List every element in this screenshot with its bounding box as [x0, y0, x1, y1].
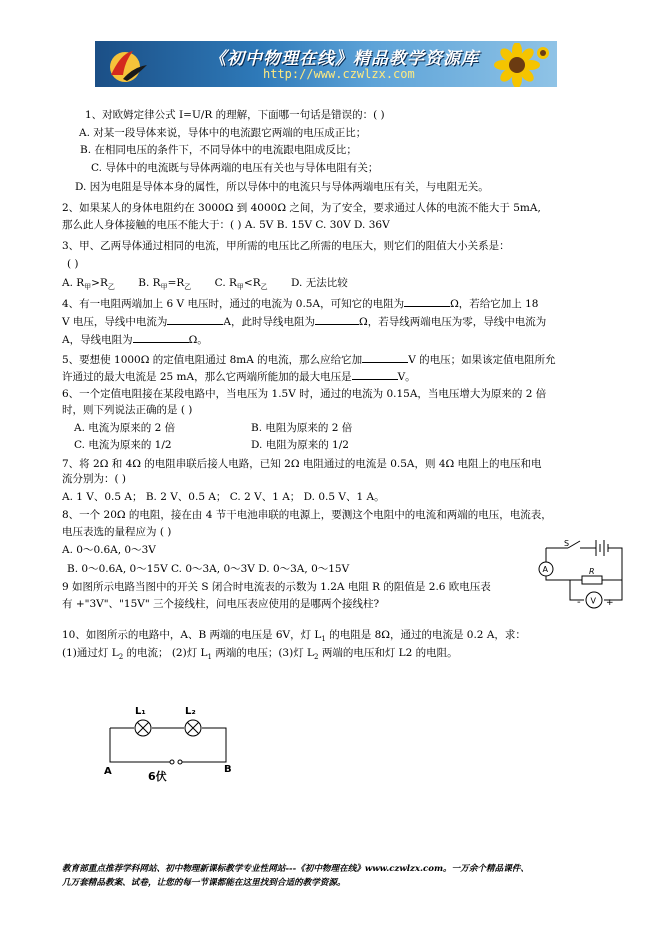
q6-line1: 6、一个定值电阻接在某段电路中，当电压为 1.5V 时，通过的电流为 0.15A，当电压增大为原来的 2 倍: [62, 388, 547, 400]
q4-blank-4[interactable]: [133, 332, 189, 343]
q4-blank-2[interactable]: [167, 314, 223, 325]
q4-blank-3[interactable]: [315, 314, 359, 325]
q6-option-c: C. 电流为原来的 1/2: [74, 439, 172, 451]
q8-line1: 8、一个 20Ω 的电阻，接在由 4 节干电池串联的电源上，要测这个电阻中的电流和两端的电压，电流表，: [62, 509, 552, 521]
q3-paren: ( ): [67, 258, 79, 270]
banner-title: 《初中物理在线》精品教学资源库: [209, 49, 479, 69]
q10-lamp1-label: L₁: [135, 706, 146, 717]
sunflower-icon: [481, 43, 551, 87]
q9-line1: 9 如图所示电路当图中的开关 S 闭合时电流表的示数为 1.2A 电阻 R 的阻值是 2.6 欧电压表: [62, 581, 491, 593]
q9-plus-label: +: [606, 598, 614, 608]
q7-line1: 7、将 2Ω 和 4Ω 的电阻串联后接人电路，已知 2Ω 电阻通过的电流是 0.5A，则 4Ω 电阻上的电压和电: [62, 458, 542, 470]
q3-options: [62, 276, 348, 290]
header-banner: [95, 41, 557, 87]
q9-circuit-figure: [530, 536, 630, 612]
q3-option-c: C. $R_甲<R_乙$: [214, 277, 268, 292]
q5-line1: 5、要想使 1000Ω 的定值电阻通过 8mA 的电流，那么应给它加 V 的电压；如果该定值电阻所允: [62, 354, 556, 366]
q10-circuit-figure: [100, 700, 250, 786]
terminal-a-icon: [170, 760, 174, 764]
q7-options: A. 1 V、0.5 A； B. 2 V、0.5 A； C. 2 V、1 A； D. 0.5 V、1 A。: [62, 491, 385, 503]
q2-line1: 2、如果某人的身体电阻约在 3000Ω 到 4000Ω 之间，为了安全，要求通过人体的电流不能大于 5mA,: [62, 202, 541, 214]
q3-option-d: D. 无法比较: [291, 277, 348, 289]
q2-line2: 那么此人身体接触的电压不能大于：( ) A. 5V B. 15V C. 30V D. 36V: [62, 219, 390, 231]
footer-line1: 教育部重点推荐学科网站、初中物理新课标教学专业性网站---《初中物理在线》www.czwlzx.com。一万余个精品课件、: [62, 864, 529, 874]
q3-option-a: A. $R_甲>R_乙$: [62, 277, 115, 292]
q1-option-c: C. 导体中的电流既与导体两端的电压有关也与导体电阻有关；: [91, 162, 379, 174]
q9-voltmeter-label: V: [590, 596, 596, 606]
q10-point-b-label: B: [224, 764, 232, 775]
q10-point-a-label: A: [104, 766, 112, 777]
q1-stem: 1、对欧姆定律公式 I=U/R 的理解，下面哪一句话是错误的：( ): [85, 109, 385, 121]
resistor-icon: [582, 576, 602, 584]
q4-line3: A，导线电阻为 Ω。: [62, 334, 208, 346]
switch-icon: [568, 541, 580, 548]
q9-line2: 有 +"3V"、"15V" 三个接线柱，问电压表应使用的是哪两个接线柱?: [62, 598, 380, 610]
battery-icon: [596, 540, 608, 556]
q9-minus-label: -: [577, 597, 581, 608]
site-logo-icon: [103, 45, 151, 85]
q4-blank-1[interactable]: [404, 296, 450, 307]
q6-option-a: A. 电流为原来的 2 倍: [74, 422, 176, 434]
q9-ammeter-label: A: [542, 565, 548, 574]
q6-line2: 时，则下列说法正确的是 ( ): [62, 404, 193, 416]
q4-line1: 4、有一电阻两端加上 6 V 电压时，通过的电流为 0.5A，可知它的电阻为 Ω，若给它加上 18: [62, 298, 539, 310]
q1-option-a: A. 对某一段导体来说，导体中的电流跟它两端的电压成正比；: [79, 127, 367, 139]
q10-lamp2-label: L₂: [185, 706, 196, 717]
q9-switch-label: S: [564, 539, 570, 548]
q9-resistor-label: R: [589, 567, 595, 576]
terminal-b-icon: [178, 760, 182, 764]
q6-option-d: D. 电阻为原来的 1/2: [251, 439, 349, 451]
q1-option-b: B. 在相同电压的条件下，不同导体中的电流跟电阻成反比；: [80, 144, 357, 156]
q5-blank-2[interactable]: [352, 369, 398, 380]
q5-line2: 许通过的最大电流是 25 mA，那么它两端所能加的最大电压是 V。: [62, 371, 416, 383]
q10-voltage-label: 6伏: [148, 770, 167, 783]
footer-line2: 几万套精品教案、试卷，让您的每一节课都能在这里找到合适的教学资源。: [62, 878, 346, 888]
q8-option-a: A. 0～0.6A, 0～3V: [62, 544, 156, 556]
q3-option-b: B. $R_甲=R_乙$: [138, 277, 192, 292]
q1-option-d: D. 因为电阻是导体本身的属性，所以导体中的电流只与导体两端电压有关，与电阻无关。: [75, 181, 489, 193]
q8-line2: 电压表选的量程应为 ( ): [62, 526, 172, 538]
q4-line2: V 电压，导线中电流为 A，此时导线电阻为 Ω，若导线两端电压为零，导线中电流为: [62, 316, 547, 328]
q7-line2: 流分别为：( ): [62, 473, 127, 485]
q3-stem: 3、甲、乙两导体通过相同的电流，甲所需的电压比乙所需的电压大，则它们的阻值大小关系是：: [62, 240, 510, 252]
q10-line1: 10、如图所示的电路中，A、B 两端的电压是 6V，灯 $L_1$ 的电阻是 8Ω，通过的电流是 0.2 A，求：: [62, 629, 526, 644]
q5-blank-1[interactable]: [362, 352, 408, 363]
q10-line2: (1)通过灯 $L_2$ 的电流； (2)灯 $L_1$ 两端的电压；(3)灯 $L_2$ 两端的电压和灯 L2 的电阻。: [62, 647, 458, 662]
q6-option-b: B. 电阻为原来的 2 倍: [251, 422, 353, 434]
banner-url[interactable]: http://www.czwlzx.com: [263, 67, 415, 81]
q8-options-bcd: B. 0～0.6A, 0～15V C. 0～3A, 0～3V D. 0～3A, 0～15V: [67, 563, 350, 575]
